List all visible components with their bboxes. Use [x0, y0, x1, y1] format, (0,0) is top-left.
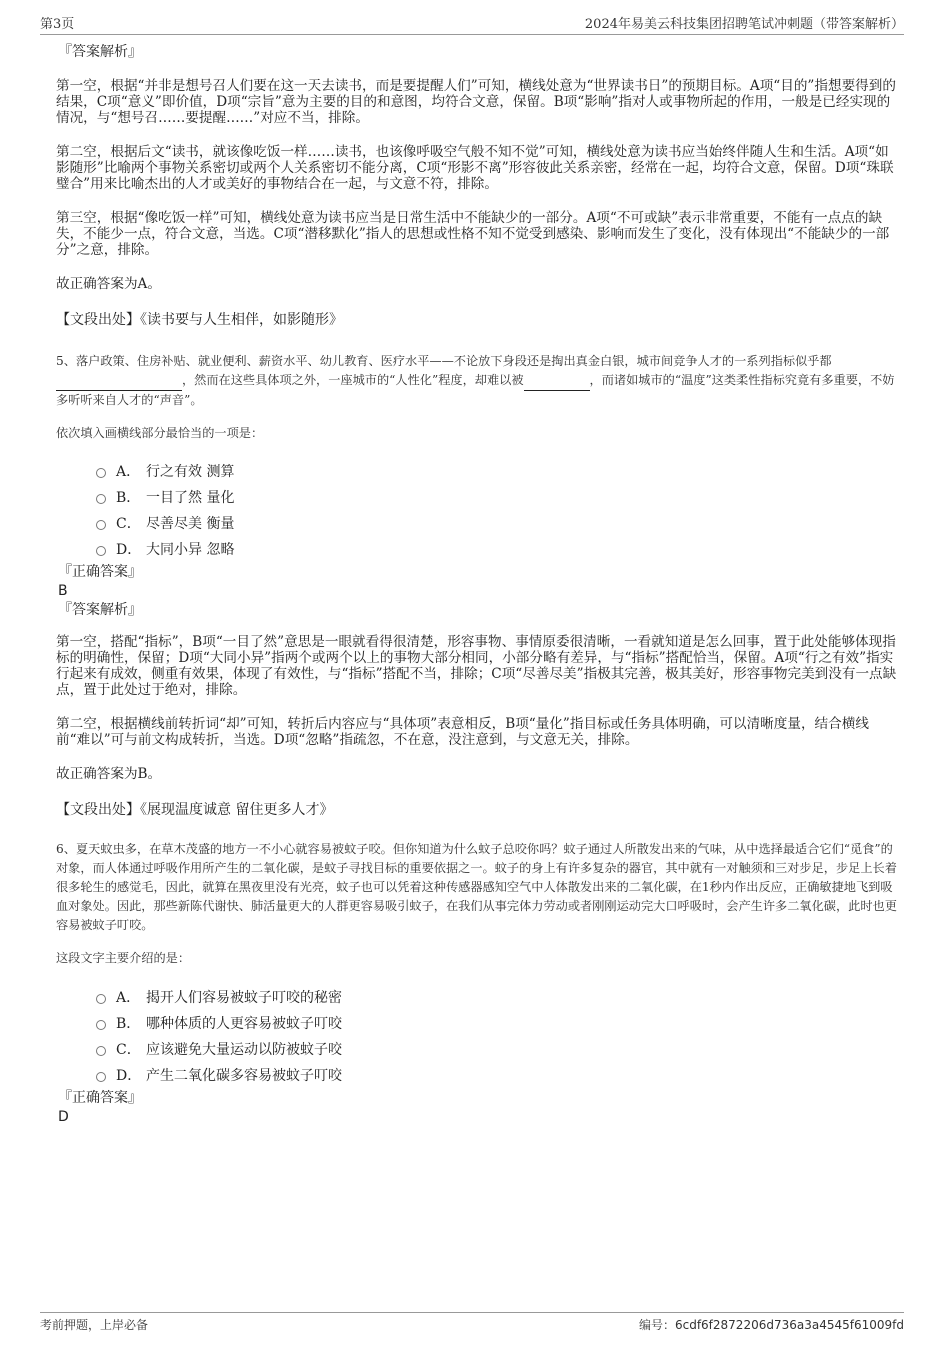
radio-icon[interactable] [96, 1072, 106, 1082]
code-value: 6cdf6f2872206d736a3a4545f61009fd [674, 1318, 904, 1332]
question-5 [56, 352, 898, 818]
page-header [40, 12, 904, 35]
option-text: 行之有效 测算 [146, 464, 235, 480]
radio-icon[interactable] [96, 546, 106, 556]
source: 【文段出处】《读书要与人生相伴，如影随形》 [56, 312, 343, 328]
radio-icon[interactable] [96, 520, 106, 530]
correct-label: 『正确答案』 [58, 1090, 142, 1106]
analysis-paragraph: 第一空，根据“并非是想号召人们要在这一天去读书，而是要提醒人们”可知，横线处意为“世界读书日”的预期目标。A项“目的”指想要得到的结果，C项“意义”即价值，D项“宗旨”意为主要的目的和意图，均符合文意，保留。B项“影响”指对人或事物所起的作用，一般是已经实现的情况，与“想号召……要提醒……”对应不当，排除。 [56, 78, 896, 126]
conclusion: 故正确答案为A。 [56, 276, 161, 292]
option-text: 应该避免大量运动以防被蚊子咬 [146, 1042, 342, 1058]
option-text: 产生二氧化碳多容易被蚊子叮咬 [146, 1068, 342, 1084]
page-footer [40, 1312, 904, 1336]
analysis-paragraph: 第二空，根据后文“读书，就该像吃饭一样……读书，也该像呼吸空气般不知不觉”可知，横线处意为读书应当始终伴随人生和生活。A项“如影随形”比喻两个事物关系密切或两个人关系密切不能分离，C项“形影不离”形容彼此关系亲密，经常在一起，均符合文意，保留。D项“珠联璧合”用来比喻杰出的人才或美好的事物结合在一起，与文意不符，排除。 [56, 144, 894, 192]
q4-analysis [56, 42, 898, 328]
option-letter: C． [116, 516, 141, 532]
analysis-paragraph: 第一空，搭配“指标”，B项“一目了然”意思是一眼就看得很清楚，形容事物、事情原委很清晰，一看就知道是怎么回事，置于此处能够体现指标的明确性，保留；D项“大同小异”指两个或两个以上的事物大部分相同，小部分略有差异，与“指标”搭配恰当，保留。A项“行之有效”指实行起来有成效，侧重有效果，体现了有效性，与“指标”搭配不当，排除；C项“尽善尽美”指极其完善，极其美好，形容事物完美到没有一点缺点，置于此处过于绝对，排除。 [56, 634, 897, 698]
correct-label: 『正确答案』 [58, 564, 142, 580]
page-number: 第3页 [40, 17, 75, 32]
footer-slogan: 考前押题，上岸必备 [40, 1318, 149, 1332]
options-list [96, 458, 898, 562]
stem-text: ，然而在这些具体项之外，一座城市的“人性化”程度，却难以被 [182, 373, 524, 387]
answer-blank [524, 371, 590, 391]
analysis-paragraph: 第三空，根据“像吃饭一样”可知，横线处意为读书应当是日常生活中不能缺少的一部分。A项“不可或缺”表示非常重要，不能有一点点的缺失，不能少一点，符合文意，当选。C项“潜移默化”指人的思想或性格不知不觉受到感染、影响而发生了变化，没有体现出“不能缺少的一部分”之意，排除。 [56, 210, 890, 258]
options-list [96, 984, 898, 1088]
option-text: 哪种体质的人更容易被蚊子叮咬 [146, 1016, 342, 1032]
question-stem [56, 352, 898, 410]
question-prompt: 依次填入画横线部分最恰当的一项是： [56, 426, 264, 440]
correct-answer: B [58, 583, 68, 599]
radio-icon[interactable] [96, 994, 106, 1004]
option-b[interactable] [96, 1010, 898, 1036]
code-label: 编号： [638, 1318, 675, 1332]
option-letter: B． [116, 490, 141, 506]
question-prompt: 这段文字主要介绍的是： [56, 951, 191, 965]
document-title: 2024年易美云科技集团招聘笔试冲刺题（带答案解析） [584, 17, 904, 32]
option-b[interactable] [96, 484, 898, 510]
radio-icon[interactable] [96, 468, 106, 478]
analysis-paragraph: 第二空，根据横线前转折词“却”可知，转折后内容应与“具体项”表意相反，B项“量化”指目标或任务具体明确，可以清晰度量，结合横线前“难以”可与前文构成转折，当选。D项“忽略”指疏忽，不在意，没注意到，与文意无关，排除。 [56, 716, 869, 748]
option-a[interactable] [96, 984, 898, 1010]
stem-text: 5、落户政策、住房补贴、就业便利、薪资水平、幼儿教育、医疗水平——不论放下身段还是掏出真金白银，城市间竞争人才的一系列指标似乎都 [56, 354, 832, 368]
question-stem: 6、夏天蚊虫多，在草木茂盛的地方一不小心就容易被蚊子咬。但你知道为什么蚊子总咬你吗？蚊子通过人所散发出来的气味，从中选择最适合它们“觅食”的对象，而人体通过呼吸作用所产生的二氧化碳，是蚊子寻找目标的重要依据之一。蚊子的身上有许多复杂的器官，其中就有一对触须和三对步足，步足上长着很多轮生的感觉毛，因此，就算在黑夜里没有光亮，蚊子也可以凭着这种传感器感知空气中人体散发出来的二氧化碳，在1秒内作出反应，正确敏捷地飞到吸血对象处。因此，那些新陈代谢快、肺活量更大的人群更容易吸引蚊子，在我们从事完体力劳动或者刚刚运动完大口呼吸时，会产生许多二氧化碳，此时也更容易被蚊子叮咬。 [56, 842, 897, 932]
option-a[interactable] [96, 458, 898, 484]
stem-text: ，而诸如城市的“温度”这类柔性指标究竟有多重要，不妨多听听来自人才的“声音”。 [56, 373, 895, 407]
answer-blank [56, 371, 182, 391]
source: 【文段出处】《展现温度诚意 留住更多人才》 [56, 802, 334, 818]
page-content [56, 42, 898, 1126]
correct-answer: D [58, 1109, 69, 1125]
option-d[interactable] [96, 1062, 898, 1088]
analysis-label: 『答案解析』 [58, 44, 142, 60]
option-letter: B． [116, 1016, 141, 1032]
conclusion: 故正确答案为B。 [56, 766, 162, 782]
radio-icon[interactable] [96, 1020, 106, 1030]
option-letter: A． [116, 464, 141, 480]
question-6 [56, 840, 898, 1126]
option-text: 一目了然 量化 [146, 490, 235, 506]
radio-icon[interactable] [96, 1046, 106, 1056]
analysis-label: 『答案解析』 [58, 602, 142, 618]
document-code [639, 1316, 904, 1333]
option-letter: D． [116, 1068, 142, 1084]
option-letter: A． [116, 990, 141, 1006]
option-letter: D． [116, 542, 142, 558]
option-d[interactable] [96, 536, 898, 562]
option-text: 尽善尽美 衡量 [146, 516, 235, 532]
option-text: 大同小异 忽略 [146, 542, 235, 558]
option-c[interactable] [96, 1036, 898, 1062]
option-text: 揭开人们容易被蚊子叮咬的秘密 [146, 990, 342, 1006]
radio-icon[interactable] [96, 494, 106, 504]
option-c[interactable] [96, 510, 898, 536]
option-letter: C． [116, 1042, 141, 1058]
